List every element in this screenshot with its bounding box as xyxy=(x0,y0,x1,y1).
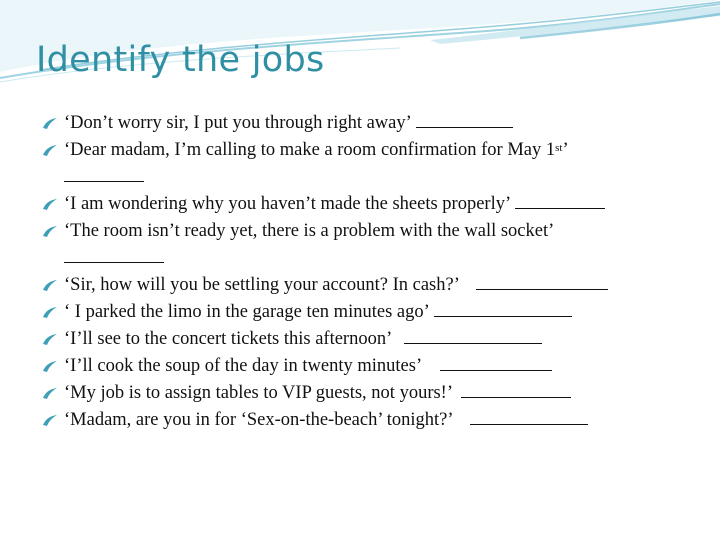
item-text-end: ’ xyxy=(562,140,569,160)
answer-blank xyxy=(440,354,552,371)
swoosh-bullet-icon xyxy=(42,306,58,320)
item-text: ‘Don’t worry sir, I put you through right away’ xyxy=(64,113,412,133)
answer-blank xyxy=(416,111,513,128)
item-text: ‘The room isn’t ready yet, there is a problem with the wall socket’ xyxy=(64,221,555,241)
item-text: ‘Dear madam, I’m calling to make a room confirmation for May 1 xyxy=(64,140,556,160)
list-item xyxy=(40,407,710,434)
list-item xyxy=(40,272,710,299)
answer-blank xyxy=(476,273,608,290)
swoosh-bullet-icon xyxy=(42,198,58,212)
answer-blank xyxy=(515,192,605,209)
swoosh-bullet-icon xyxy=(42,387,58,401)
item-text: ‘ I parked the limo in the garage ten minutes ago’ xyxy=(64,302,430,322)
item-text: ‘I’ll cook the soup of the day in twenty minutes’ xyxy=(64,356,423,376)
swoosh-bullet-icon xyxy=(42,333,58,347)
list-item xyxy=(40,326,710,353)
swoosh-bullet-icon xyxy=(42,414,58,428)
answer-blank xyxy=(64,246,164,263)
swoosh-bullet-icon xyxy=(42,144,58,158)
item-text: ‘My job is to assign tables to VIP guests, not yours!’ xyxy=(64,383,454,403)
list-item xyxy=(40,110,710,137)
answer-blank xyxy=(404,327,542,344)
list-item xyxy=(40,137,710,191)
ordinal-suffix: st xyxy=(555,142,563,154)
item-text: ‘I am wondering why you haven’t made the sheets properly’ xyxy=(64,194,512,214)
swoosh-bullet-icon xyxy=(42,279,58,293)
answer-blank xyxy=(461,381,571,398)
list-item xyxy=(40,380,710,407)
answer-blank xyxy=(64,165,144,182)
item-text: ‘Sir, how will you be settling your account? In cash?’ xyxy=(64,275,460,295)
slide-title: Identify the jobs xyxy=(36,40,325,80)
list-item xyxy=(40,218,710,272)
swoosh-bullet-icon xyxy=(42,360,58,374)
item-text: ‘Madam, are you in for ‘Sex-on-the-beach’ tonight?’ xyxy=(64,410,454,430)
answer-blank xyxy=(434,300,572,317)
question-list xyxy=(40,110,710,434)
list-item xyxy=(40,353,710,380)
answer-blank xyxy=(470,408,588,425)
list-item xyxy=(40,191,710,218)
swoosh-bullet-icon xyxy=(42,117,58,131)
list-item xyxy=(40,299,710,326)
swoosh-bullet-icon xyxy=(42,225,58,239)
item-text: ‘I’ll see to the concert tickets this afternoon’ xyxy=(64,329,393,349)
